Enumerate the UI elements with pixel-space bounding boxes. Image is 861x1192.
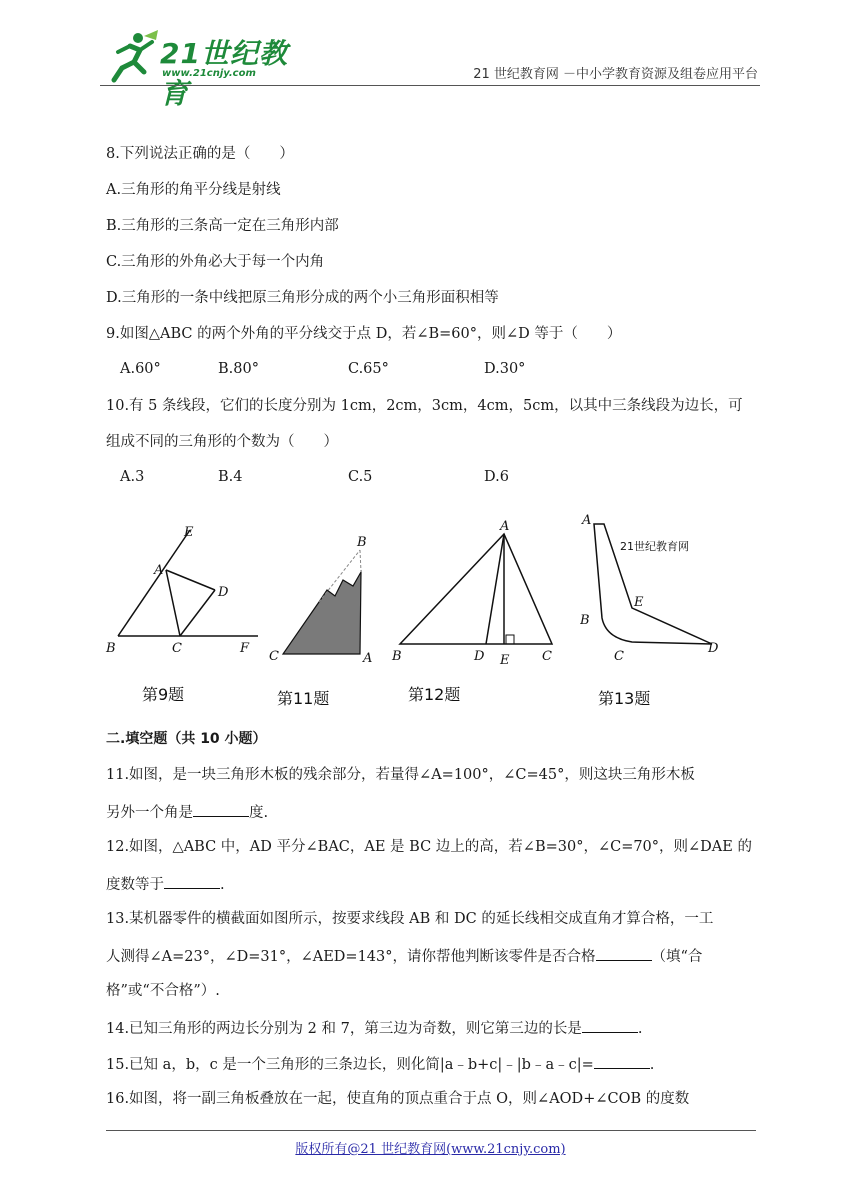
q15-answer-blank[interactable]: [594, 1054, 650, 1069]
q10-option-a: A.3: [120, 469, 145, 485]
fig13-label-b: B: [580, 613, 590, 628]
q8-option-c: C.三角形的外角必大于每一个内角: [106, 254, 325, 270]
q10-stem-line2: 组成不同的三角形的个数为（ ）: [106, 434, 338, 450]
q15-line: [106, 1054, 756, 1090]
section-2-heading: 二.填空题（共 10 小题）: [106, 731, 267, 747]
fig13-label-c: C: [614, 649, 624, 664]
fig12-label-e: E: [500, 653, 510, 668]
q9-option-c: C.65°: [348, 361, 389, 377]
q13-line2-end: （填“合: [651, 949, 703, 965]
figure-13-diagram: [580, 510, 750, 670]
fig13-label-e: E: [634, 595, 644, 610]
q13-line2-text: 人测得∠A=23°，∠D=31°，∠AED=143°，请你帮他判断该零件是否合格: [106, 949, 596, 965]
figure-13: [580, 510, 750, 710]
q14-end: .: [637, 1021, 643, 1037]
q11-answer-blank[interactable]: [193, 802, 249, 817]
fig9-label-e: E: [184, 525, 194, 540]
runner-icon: [100, 28, 160, 84]
figure-12-caption: 第12题: [408, 685, 461, 704]
figure-9: [100, 510, 265, 710]
q8-option-a: A.三角形的角平分线是射线: [106, 182, 281, 198]
q12-line1: 12.如图，△ABC 中，AD 平分∠BAC，AE 是 BC 边上的高，若∠B=30°，∠C=70°，则∠DAE 的: [106, 839, 752, 855]
figure-11: [265, 510, 390, 710]
q11-line1: 11.如图，是一块三角形木板的残余部分，若量得∠A=100°，∠C=45°，则这块三角形木板: [106, 767, 695, 783]
figure-13-caption: 第13题: [598, 689, 651, 708]
figure-12: [390, 510, 565, 710]
q9-options: [106, 361, 756, 397]
q14-line: [106, 1018, 756, 1054]
footer-copyright-link[interactable]: 版权所有@21 世纪教育网(www.21cnjy.com): [295, 1142, 566, 1157]
q14-answer-blank[interactable]: [582, 1018, 638, 1033]
figures-row: [100, 510, 770, 720]
q9-option-a: A.60°: [120, 361, 161, 377]
fig11-label-b: B: [357, 535, 367, 550]
q14-text: 14.已知三角形的两边长分别为 2 和 7，第三边为奇数，则它第三边的长是: [106, 1021, 582, 1037]
figure-11-diagram: [265, 510, 390, 670]
figure-9-caption: 第9题: [142, 685, 185, 704]
site-logo[interactable]: [100, 28, 300, 110]
fig12-label-d: D: [474, 649, 485, 664]
q11-line2: [106, 802, 756, 838]
q8-option-b: B.三角形的三条高一定在三角形内部: [106, 218, 339, 234]
fig12-label-c: C: [542, 649, 552, 664]
fig9-label-a: A: [154, 563, 164, 578]
q13-line3: 格”或“不合格”）.: [106, 983, 220, 999]
q15-end: .: [649, 1057, 655, 1073]
q10-stem-line1: 10.有 5 条线段，它们的长度分别为 1cm，2cm，3cm，4cm，5cm，以其中三条线段为边长，可: [106, 398, 743, 414]
fig9-label-f: F: [240, 641, 250, 656]
fig13-label-d: D: [708, 641, 719, 656]
q9-option-b: B.80°: [218, 361, 259, 377]
fig9-label-d: D: [218, 585, 229, 600]
q9-stem: 9.如图△ABC 的两个外角的平分线交于点 D，若∠B=60°，则∠D 等于（ ）: [106, 326, 622, 342]
q8-stem: 8.下列说法正确的是（ ）: [106, 146, 294, 162]
q12-answer-blank[interactable]: [164, 874, 220, 889]
q11-line2-text: 另外一个角是: [106, 805, 193, 821]
fig11-label-c: C: [269, 649, 279, 664]
header-divider: [100, 85, 760, 86]
figure-11-caption: 第11题: [277, 689, 330, 708]
q11-line2-end: 度.: [249, 805, 269, 821]
q9-option-d: D.30°: [484, 361, 526, 377]
q12-line2-end: .: [220, 877, 225, 893]
fig9-label-b: B: [106, 641, 116, 656]
fig13-watermark: 21世纪教育网: [620, 540, 689, 553]
q15-text: 15.已知 a，b，c 是一个三角形的三条边长，则化简|a﹣b+c|﹣|b﹣a﹣c|=: [106, 1057, 594, 1073]
fig12-label-a: A: [500, 519, 510, 534]
fig13-label-a: A: [582, 513, 592, 528]
figure-9-diagram: [100, 510, 265, 670]
footer-divider: [106, 1130, 756, 1131]
q8-option-d: D.三角形的一条中线把原三角形分成的两个小三角形面积相等: [106, 290, 499, 306]
q12-line2: [106, 874, 756, 910]
q13-line2: [106, 946, 756, 982]
q13-line1: 13.某机器零件的横截面如图所示，按要求线段 AB 和 DC 的延长线相交成直角才算合格，一工: [106, 911, 714, 927]
q10-option-b: B.4: [218, 469, 243, 485]
fig9-label-c: C: [172, 641, 182, 656]
page-header: [100, 28, 760, 110]
q16-line1: 16.如图，将一副三角板叠放在一起，使直角的顶点重合于点 O，则∠AOD+∠COB 的度数: [106, 1091, 690, 1107]
q10-option-d: D.6: [484, 469, 509, 485]
questions-bottom: [106, 730, 756, 1126]
figure-12-diagram: [390, 510, 565, 670]
fig11-label-a: A: [363, 651, 373, 666]
logo-url: www.21cnjy.com: [162, 68, 256, 79]
fig12-label-b: B: [392, 649, 402, 664]
q10-option-c: C.5: [348, 469, 373, 485]
q10-options: [106, 469, 756, 505]
questions-top: [106, 145, 756, 505]
q12-line2-text: 度数等于: [106, 877, 164, 893]
q13-answer-blank[interactable]: [596, 946, 652, 961]
header-site-title: 21 世纪教育网 －中小学教育资源及组卷应用平台: [473, 67, 758, 82]
logo-text: 21世纪教育: [160, 37, 288, 110]
